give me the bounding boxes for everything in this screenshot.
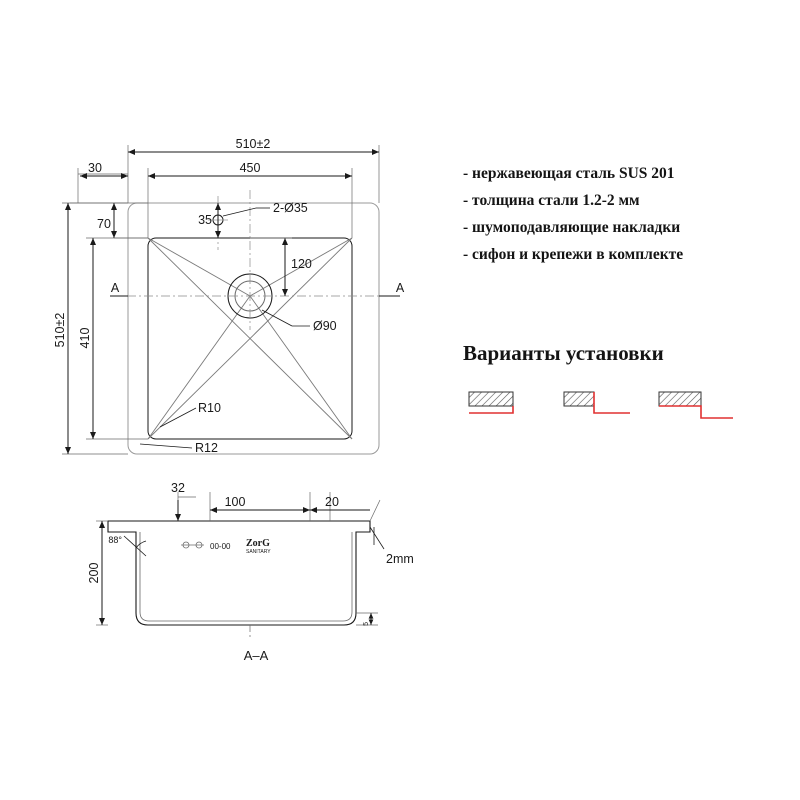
spec-item-material: - нержавеющая сталь SUS 201 — [463, 165, 675, 182]
dim-200-label: 200 — [87, 562, 101, 584]
install-variant-top — [558, 382, 648, 430]
dim-510-left-label: 510±2 — [53, 312, 67, 348]
top-extension-lines — [78, 145, 379, 238]
top-view-group — [62, 145, 400, 454]
specification-list — [463, 160, 783, 268]
dim-small-label: 5 — [363, 622, 370, 626]
bowl-slope-lines — [148, 238, 352, 439]
section-caption: A–A — [243, 648, 269, 663]
sink-outer-flange — [128, 203, 379, 454]
dim-100-label: 100 — [224, 495, 246, 509]
dim-120-label: 120 — [291, 257, 312, 271]
angle-leader — [124, 536, 146, 556]
section-label-right: A — [395, 281, 405, 295]
spec-item-thickness: - толщина стали 1.2-2 мм — [463, 192, 640, 209]
install-variant-flush — [463, 382, 553, 430]
dim-20-label: 20 — [325, 495, 339, 509]
install-variants-title: Варианты установки — [463, 341, 664, 365]
left-extension-lines — [62, 203, 148, 454]
radius-r10-leader — [160, 408, 196, 427]
dim-32-label: 32 — [171, 481, 185, 495]
dim-450-label: 450 — [239, 161, 261, 175]
spec-item-pads: - шумоподавляющие накладки — [463, 219, 681, 236]
dim-510-top-label: 510±2 — [235, 137, 271, 151]
dim-410-label: 410 — [78, 327, 92, 349]
overflow-label: 00-00 — [210, 542, 231, 551]
install-variants-row — [463, 382, 763, 430]
overflow-marks — [181, 542, 204, 548]
radius-r12-leader — [140, 444, 192, 448]
radius-r12-label: R12 — [195, 441, 218, 455]
section-extension-lines — [96, 492, 380, 625]
section-label-left: A — [110, 281, 120, 295]
centerlines — [110, 190, 400, 330]
angle-label: 88° — [108, 535, 122, 545]
spec-item-siphon: - сифон и крепежи в комплекте — [463, 246, 684, 263]
logo-text: ZorG — [246, 538, 270, 549]
install-variant-under — [653, 382, 743, 430]
section-view-group — [96, 492, 384, 640]
thickness-leader — [370, 527, 384, 549]
dim-drain-label: Ø90 — [313, 319, 337, 333]
section-profile — [108, 521, 370, 625]
angle-arc — [136, 541, 146, 548]
dim-70-label: 70 — [97, 217, 111, 231]
dim-35-label: 35 — [198, 213, 212, 227]
logo-subtext: SANITARY — [246, 549, 271, 555]
dim-thickness-label: 2mm — [386, 552, 414, 566]
tap-hole-leader — [223, 208, 256, 216]
dim-hole-label: 2-Ø35 — [273, 201, 308, 215]
dim-30-label: 30 — [88, 161, 102, 175]
radius-r10-label: R10 — [198, 401, 221, 415]
